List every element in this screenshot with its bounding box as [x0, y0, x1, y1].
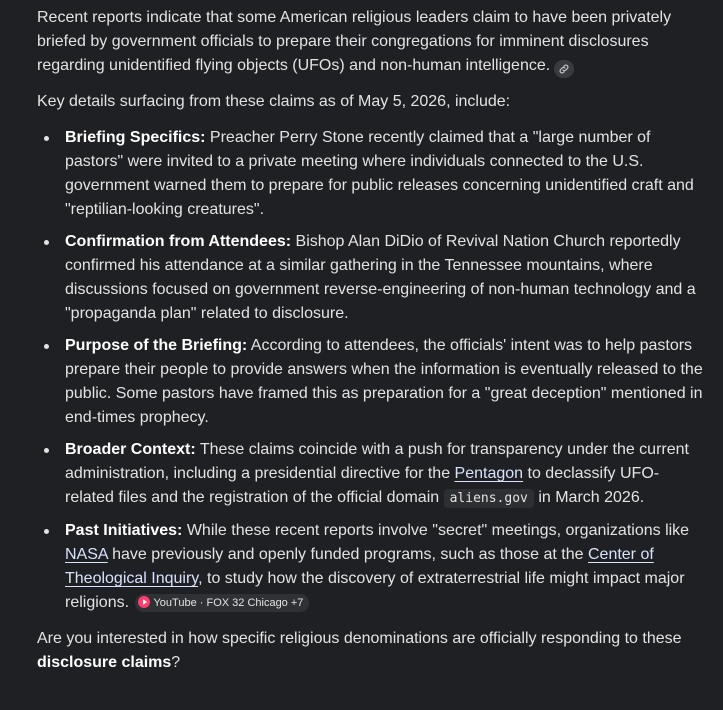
- domain-code: aliens.gov: [444, 489, 534, 508]
- item-text: Preacher Perry Stone recently claimed that a "large number of pastors" were invited to a private meeting where individuals connected to the U.S. government warned them to prepare for public releases concerning unidentified craft and "reptilian-looking creatures".: [65, 129, 694, 218]
- list-item: [37, 438, 703, 511]
- item-text: to declassify UFO-related files and the registration of the official domain: [65, 465, 660, 506]
- closing-text: Are you interested in how specific religious denominations are officially responding to these: [37, 630, 682, 647]
- claims-list: [37, 126, 703, 615]
- closing-question: [37, 627, 703, 675]
- item-text: While these recent reports involve "secret" meetings, organizations like: [182, 522, 690, 539]
- closing-end: ?: [171, 654, 181, 671]
- intro-paragraph: [37, 6, 703, 78]
- list-item: [37, 230, 703, 326]
- source-chip-label: YouTube · FOX 32 Chicago +7: [153, 597, 304, 609]
- item-text: These claims coincide with a push for transparency under the current administration, including a presidential directive for the: [65, 441, 689, 482]
- nasa-link[interactable]: NASA: [65, 546, 108, 563]
- list-item: [37, 334, 703, 430]
- item-text: According to attendees, the officials' intent was to help pastors prepare their people to provide answers when the information is eventually released to the public. Some pastors have framed this as preparation for a "great deception" mentioned in end-times prophecy.: [65, 337, 703, 426]
- link-icon[interactable]: [554, 60, 574, 78]
- item-text: in March 2026.: [533, 489, 645, 506]
- pentagon-link[interactable]: Pentagon: [454, 465, 524, 482]
- item-title: Confirmation from Attendees:: [65, 233, 292, 250]
- item-title: Past Initiatives:: [65, 522, 183, 539]
- list-item: [37, 519, 703, 615]
- item-text: have previously and openly funded programs, such as those at the: [107, 546, 588, 563]
- center-of-theological-inquiry-link[interactable]: Center of Theological Inquiry: [65, 546, 654, 587]
- item-title: Purpose of the Briefing:: [65, 337, 248, 354]
- item-title: Briefing Specifics:: [65, 129, 206, 146]
- lead-paragraph: Key details surfacing from these claims as of May 5, 2026, include:: [37, 93, 511, 110]
- youtube-icon: [138, 596, 150, 608]
- item-title: Broader Context:: [65, 441, 196, 458]
- intro-text: Recent reports indicate that some American religious leaders claim to have been privately briefed by government officials to prepare their congregations for imminent disclosures regarding unidentified flying objects (UFOs) and non-human intelligence.: [37, 9, 672, 74]
- source-chip[interactable]: [135, 594, 309, 612]
- closing-bold: disclosure claims: [37, 654, 172, 671]
- item-text: Bishop Alan DiDio of Revival Nation Church reportedly confirmed his attendance at a similar gathering in the Tennessee mountains, where discussions focused on government reverse-engineering of non-human technology and a "propaganda plan" related to disclosure.: [65, 233, 696, 322]
- item-text: , to study how the discovery of extraterrestrial life might impact major religions.: [65, 570, 685, 611]
- list-item: [37, 126, 703, 222]
